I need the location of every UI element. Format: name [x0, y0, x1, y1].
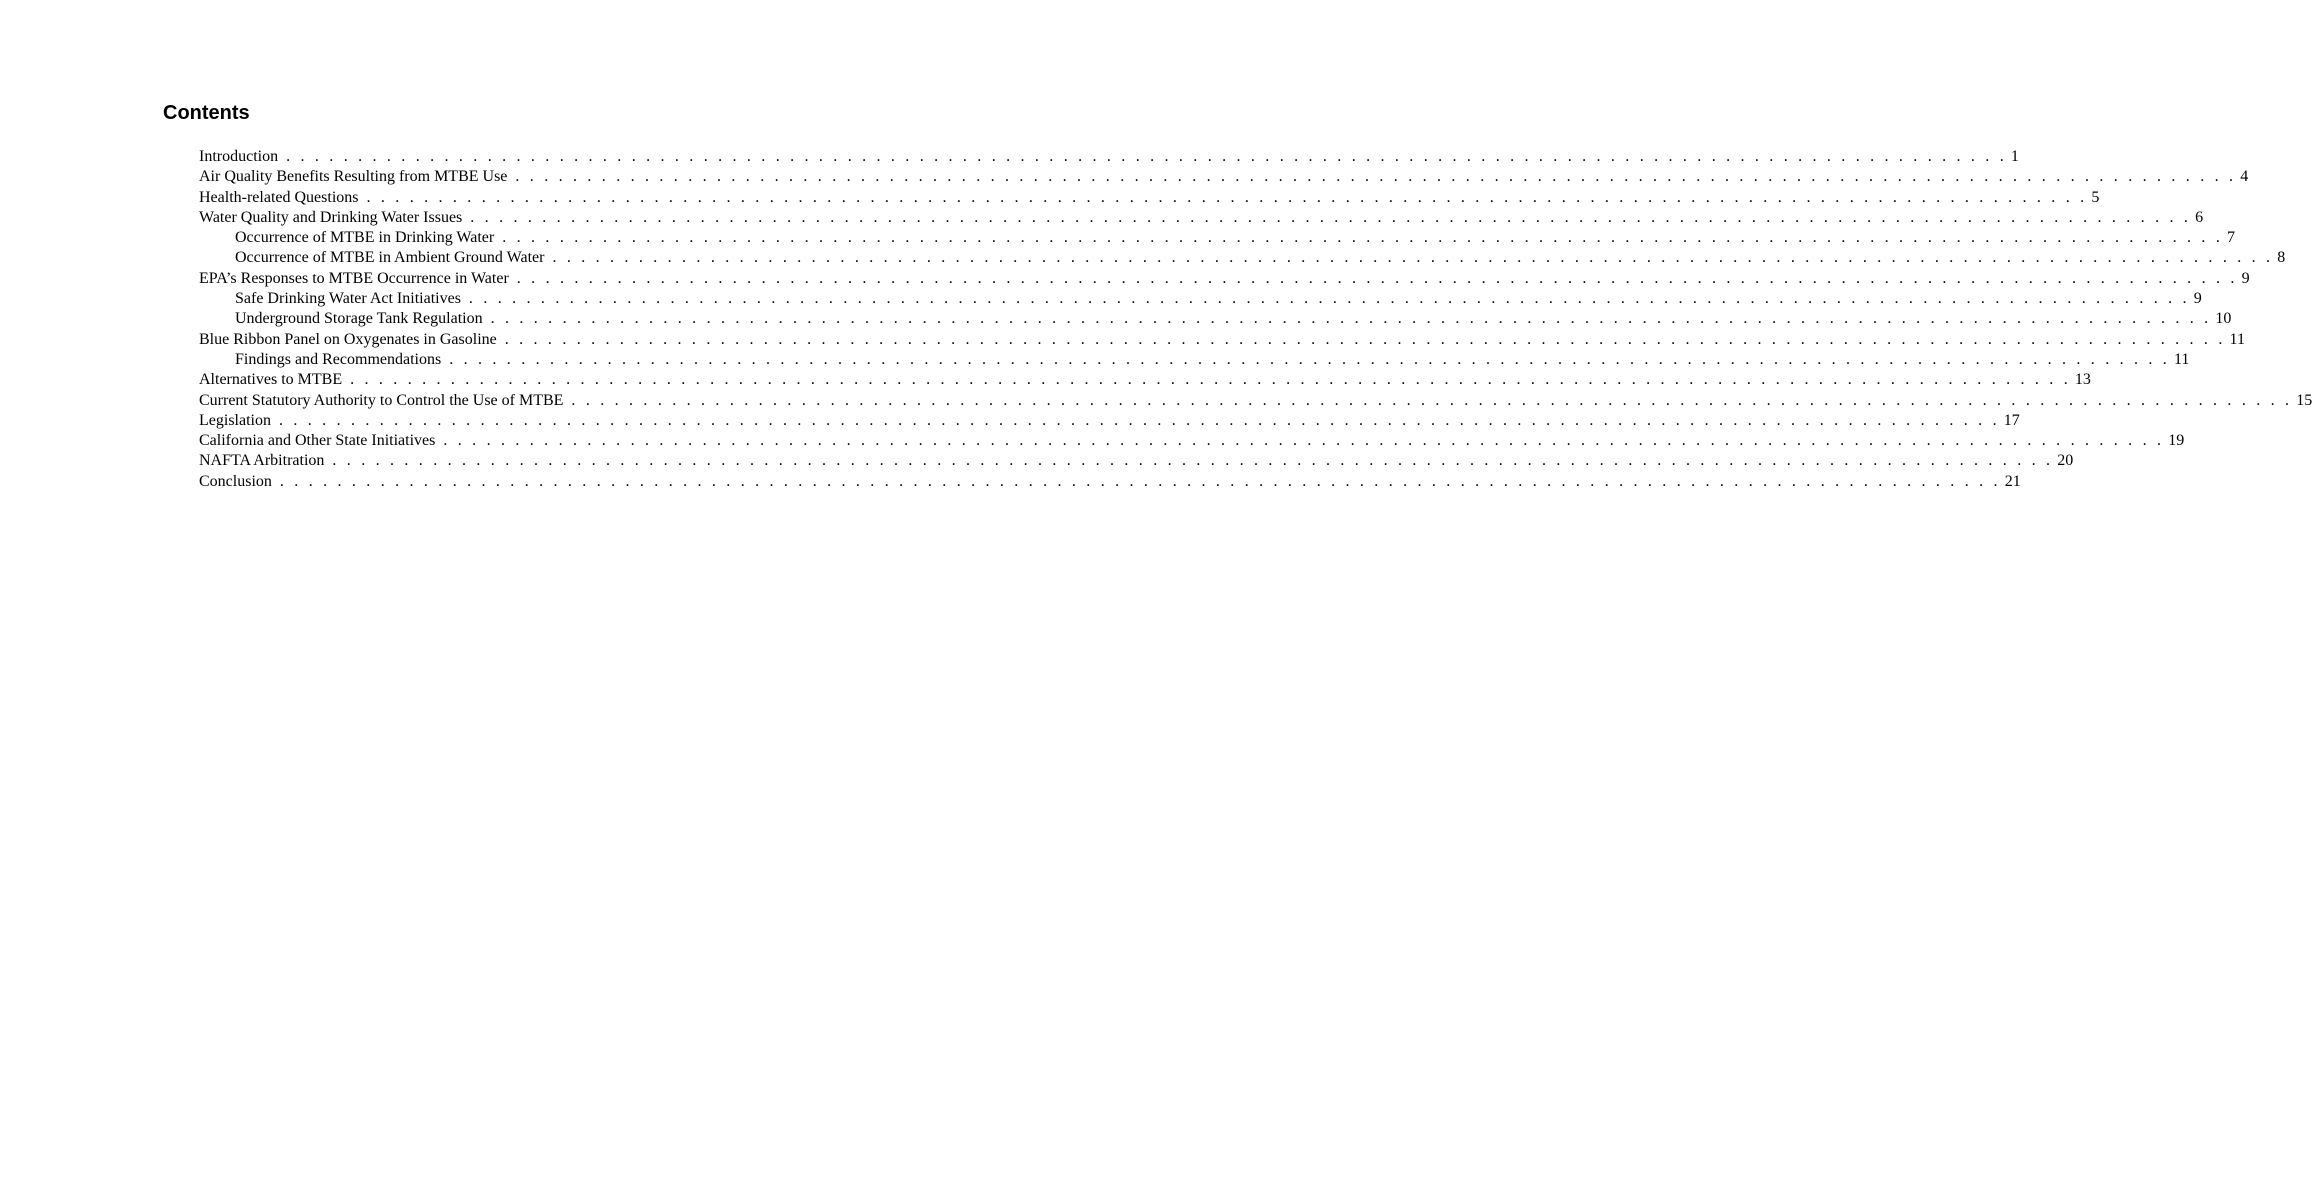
- toc-entry[interactable]: [199, 208, 2204, 228]
- toc-entry-page-number: 11: [2174, 350, 2190, 368]
- dot-leader: . . . . . . . . . . . . . . . . . . . . . . . . . . . . . . . . . . . . . . . . . . . . . . . . . . . . . . . . . . . . . . . . . . . . . . . . . . . . . . . . . . . . . . . . . . . . . . . . . . . . . . . . . . . . . . . . . . . . . . . .: [516, 269, 2238, 287]
- dot-leader: . . . . . . . . . . . . . . . . . . . . . . . . . . . . . . . . . . . . . . . . . . . . . . . . . . . . . . . . . . . . . . . . . . . . . . . . . . . . . . . . . . . . . . . . . . . . . . . . . . . . . . . . . . . . . . . . . . . . . . . .: [443, 432, 2165, 450]
- toc-entry-title: Health-related Questions: [199, 188, 359, 206]
- toc-entry-title: Underground Storage Tank Regulation: [235, 310, 483, 328]
- toc-entry[interactable]: [199, 289, 2202, 309]
- toc-entry-title: Current Statutory Authority to Control the Use of MTBE: [199, 391, 564, 409]
- toc-entry[interactable]: [199, 248, 2286, 268]
- toc-entry-page-number: 4: [2240, 168, 2249, 186]
- dot-leader: . . . . . . . . . . . . . . . . . . . . . . . . . . . . . . . . . . . . . . . . . . . . . . . . . . . . . . . . . . . . . . . . . . . . . . . . . . . . . . . . . . . . . . . . . . . . . . . . . . . . . . . . . . . . . . . . . . . . . . . .: [278, 411, 2000, 429]
- toc-entry[interactable]: [199, 269, 2250, 289]
- toc-entry[interactable]: [199, 411, 2020, 431]
- toc-entry-title: Occurrence of MTBE in Ambient Ground Water: [235, 249, 545, 267]
- toc-entry[interactable]: [199, 431, 2185, 451]
- toc-entry[interactable]: [199, 167, 2249, 187]
- toc-entry-title: Blue Ribbon Panel on Oxygenates in Gasoline: [199, 330, 497, 348]
- toc-entry[interactable]: [199, 147, 2019, 167]
- toc-entry-title: Occurrence of MTBE in Drinking Water: [235, 229, 495, 247]
- dot-leader: . . . . . . . . . . . . . . . . . . . . . . . . . . . . . . . . . . . . . . . . . . . . . . . . . . . . . . . . . . . . . . . . . . . . . . . . . . . . . . . . . . . . . . . . . . . . . . . . . . . . . . . . . . . . . . . . . . . . . . . .: [502, 229, 2224, 247]
- toc-entry-title: NAFTA Arbitration: [199, 452, 325, 470]
- contents-heading: Contents: [163, 102, 250, 124]
- toc-entry-page-number: 13: [2074, 371, 2091, 389]
- toc-entry-title: California and Other State Initiatives: [199, 432, 436, 450]
- toc-entry[interactable]: [199, 228, 2236, 248]
- toc-entry-page-number: 10: [2215, 310, 2232, 328]
- toc-entry[interactable]: [199, 472, 2021, 492]
- toc-entry[interactable]: [199, 188, 2100, 208]
- toc-entry-page-number: 1: [2010, 148, 2019, 165]
- dot-leader: . . . . . . . . . . . . . . . . . . . . . . . . . . . . . . . . . . . . . . . . . . . . . . . . . . . . . . . . . . . . . . . . . . . . . . . . . . . . . . . . . . . . . . . . . . . . . . . . . . . . . . . . . . . . . . . . . . . . . . . .: [470, 208, 2192, 226]
- toc-entry-page-number: 20: [2057, 452, 2074, 470]
- dot-leader: . . . . . . . . . . . . . . . . . . . . . . . . . . . . . . . . . . . . . . . . . . . . . . . . . . . . . . . . . . . . . . . . . . . . . . . . . . . . . . . . . . . . . . . . . . . . . . . . . . . . . . . . . . . . . . . . . . . . . . . .: [515, 168, 2237, 186]
- toc-entry-page-number: 17: [2003, 411, 2020, 429]
- toc-entry-title: Safe Drinking Water Act Initiatives: [235, 290, 461, 308]
- toc-entry-page-number: 9: [2193, 290, 2202, 308]
- toc-entry-page-number: 7: [2227, 229, 2236, 247]
- toc-entry-page-number: 11: [2229, 330, 2245, 348]
- toc-entry[interactable]: [199, 391, 2312, 411]
- dot-leader: . . . . . . . . . . . . . . . . . . . . . . . . . . . . . . . . . . . . . . . . . . . . . . . . . . . . . . . . . . . . . . . . . . . . . . . . . . . . . . . . . . . . . . . . . . . . . . . . . . . . . . . . . . . . . . . . . . . . . . . .: [449, 350, 2171, 368]
- toc-entry[interactable]: [199, 350, 2190, 370]
- toc-entry-page-number: 6: [2195, 208, 2204, 226]
- dot-leader: . . . . . . . . . . . . . . . . . . . . . . . . . . . . . . . . . . . . . . . . . . . . . . . . . . . . . . . . . . . . . . . . . . . . . . . . . . . . . . . . . . . . . . . . . . . . . . . . . . . . . . . . . . . . . . . . . . . . . . . .: [468, 290, 2190, 308]
- dot-leader: . . . . . . . . . . . . . . . . . . . . . . . . . . . . . . . . . . . . . . . . . . . . . . . . . . . . . . . . . . . . . . . . . . . . . . . . . . . . . . . . . . . . . . . . . . . . . . . . . . . . . . . . . . . . . . . . . . . . . . . .: [504, 330, 2226, 348]
- toc-entry[interactable]: [199, 309, 2232, 329]
- toc-entry[interactable]: [199, 330, 2245, 350]
- dot-leader: . . . . . . . . . . . . . . . . . . . . . . . . . . . . . . . . . . . . . . . . . . . . . . . . . . . . . . . . . . . . . . . . . . . . . . . . . . . . . . . . . . . . . . . . . . . . . . . . . . . . . . . . . . . . . . . . . . . . . . . .: [286, 148, 2007, 165]
- toc-entry-title: Findings and Recommendations: [235, 350, 442, 368]
- toc-entry-title: Introduction: [199, 148, 279, 165]
- toc-entry-title: Alternatives to MTBE: [199, 371, 343, 389]
- toc-entry-page-number: 8: [2277, 249, 2286, 267]
- dot-leader: . . . . . . . . . . . . . . . . . . . . . . . . . . . . . . . . . . . . . . . . . . . . . . . . . . . . . . . . . . . . . . . . . . . . . . . . . . . . . . . . . . . . . . . . . . . . . . . . . . . . . . . . . . . . . . . . . . . . . . . .: [366, 188, 2088, 206]
- dot-leader: . . . . . . . . . . . . . . . . . . . . . . . . . . . . . . . . . . . . . . . . . . . . . . . . . . . . . . . . . . . . . . . . . . . . . . . . . . . . . . . . . . . . . . . . . . . . . . . . . . . . . . . . . . . . . . . . . . . . . . . .: [571, 391, 2293, 409]
- toc-entry-title: Legislation: [199, 411, 271, 429]
- toc-entry-title: Air Quality Benefits Resulting from MTBE Use: [199, 168, 508, 186]
- toc-entry-title: Conclusion: [199, 472, 272, 490]
- toc-entry-page-number: 15: [2296, 391, 2312, 409]
- toc-entry-page-number: 21: [2004, 472, 2021, 490]
- toc-entry[interactable]: [199, 370, 2091, 390]
- dot-leader: . . . . . . . . . . . . . . . . . . . . . . . . . . . . . . . . . . . . . . . . . . . . . . . . . . . . . . . . . . . . . . . . . . . . . . . . . . . . . . . . . . . . . . . . . . . . . . . . . . . . . . . . . . . . . . . . . . . . . . . .: [350, 371, 2071, 389]
- dot-leader: . . . . . . . . . . . . . . . . . . . . . . . . . . . . . . . . . . . . . . . . . . . . . . . . . . . . . . . . . . . . . . . . . . . . . . . . . . . . . . . . . . . . . . . . . . . . . . . . . . . . . . . . . . . . . . . . . . . . . . . .: [332, 452, 2054, 470]
- toc-entry-page-number: 19: [2168, 432, 2185, 450]
- toc-entry[interactable]: [199, 451, 2074, 471]
- dot-leader: . . . . . . . . . . . . . . . . . . . . . . . . . . . . . . . . . . . . . . . . . . . . . . . . . . . . . . . . . . . . . . . . . . . . . . . . . . . . . . . . . . . . . . . . . . . . . . . . . . . . . . . . . . . . . . . . . . . . . . . .: [490, 310, 2212, 328]
- toc-entry-title: EPA’s Responses to MTBE Occurrence in Water: [199, 269, 509, 287]
- toc-entry-page-number: 5: [2091, 188, 2100, 206]
- toc-entry-page-number: 9: [2241, 269, 2250, 287]
- toc-entry-title: Water Quality and Drinking Water Issues: [199, 208, 463, 226]
- dot-leader: . . . . . . . . . . . . . . . . . . . . . . . . . . . . . . . . . . . . . . . . . . . . . . . . . . . . . . . . . . . . . . . . . . . . . . . . . . . . . . . . . . . . . . . . . . . . . . . . . . . . . . . . . . . . . . . . . . . . . . . .: [279, 472, 2001, 490]
- dot-leader: . . . . . . . . . . . . . . . . . . . . . . . . . . . . . . . . . . . . . . . . . . . . . . . . . . . . . . . . . . . . . . . . . . . . . . . . . . . . . . . . . . . . . . . . . . . . . . . . . . . . . . . . . . . . . . . . . . . . . . . .: [552, 249, 2274, 267]
- table-of-contents: [199, 147, 2312, 492]
